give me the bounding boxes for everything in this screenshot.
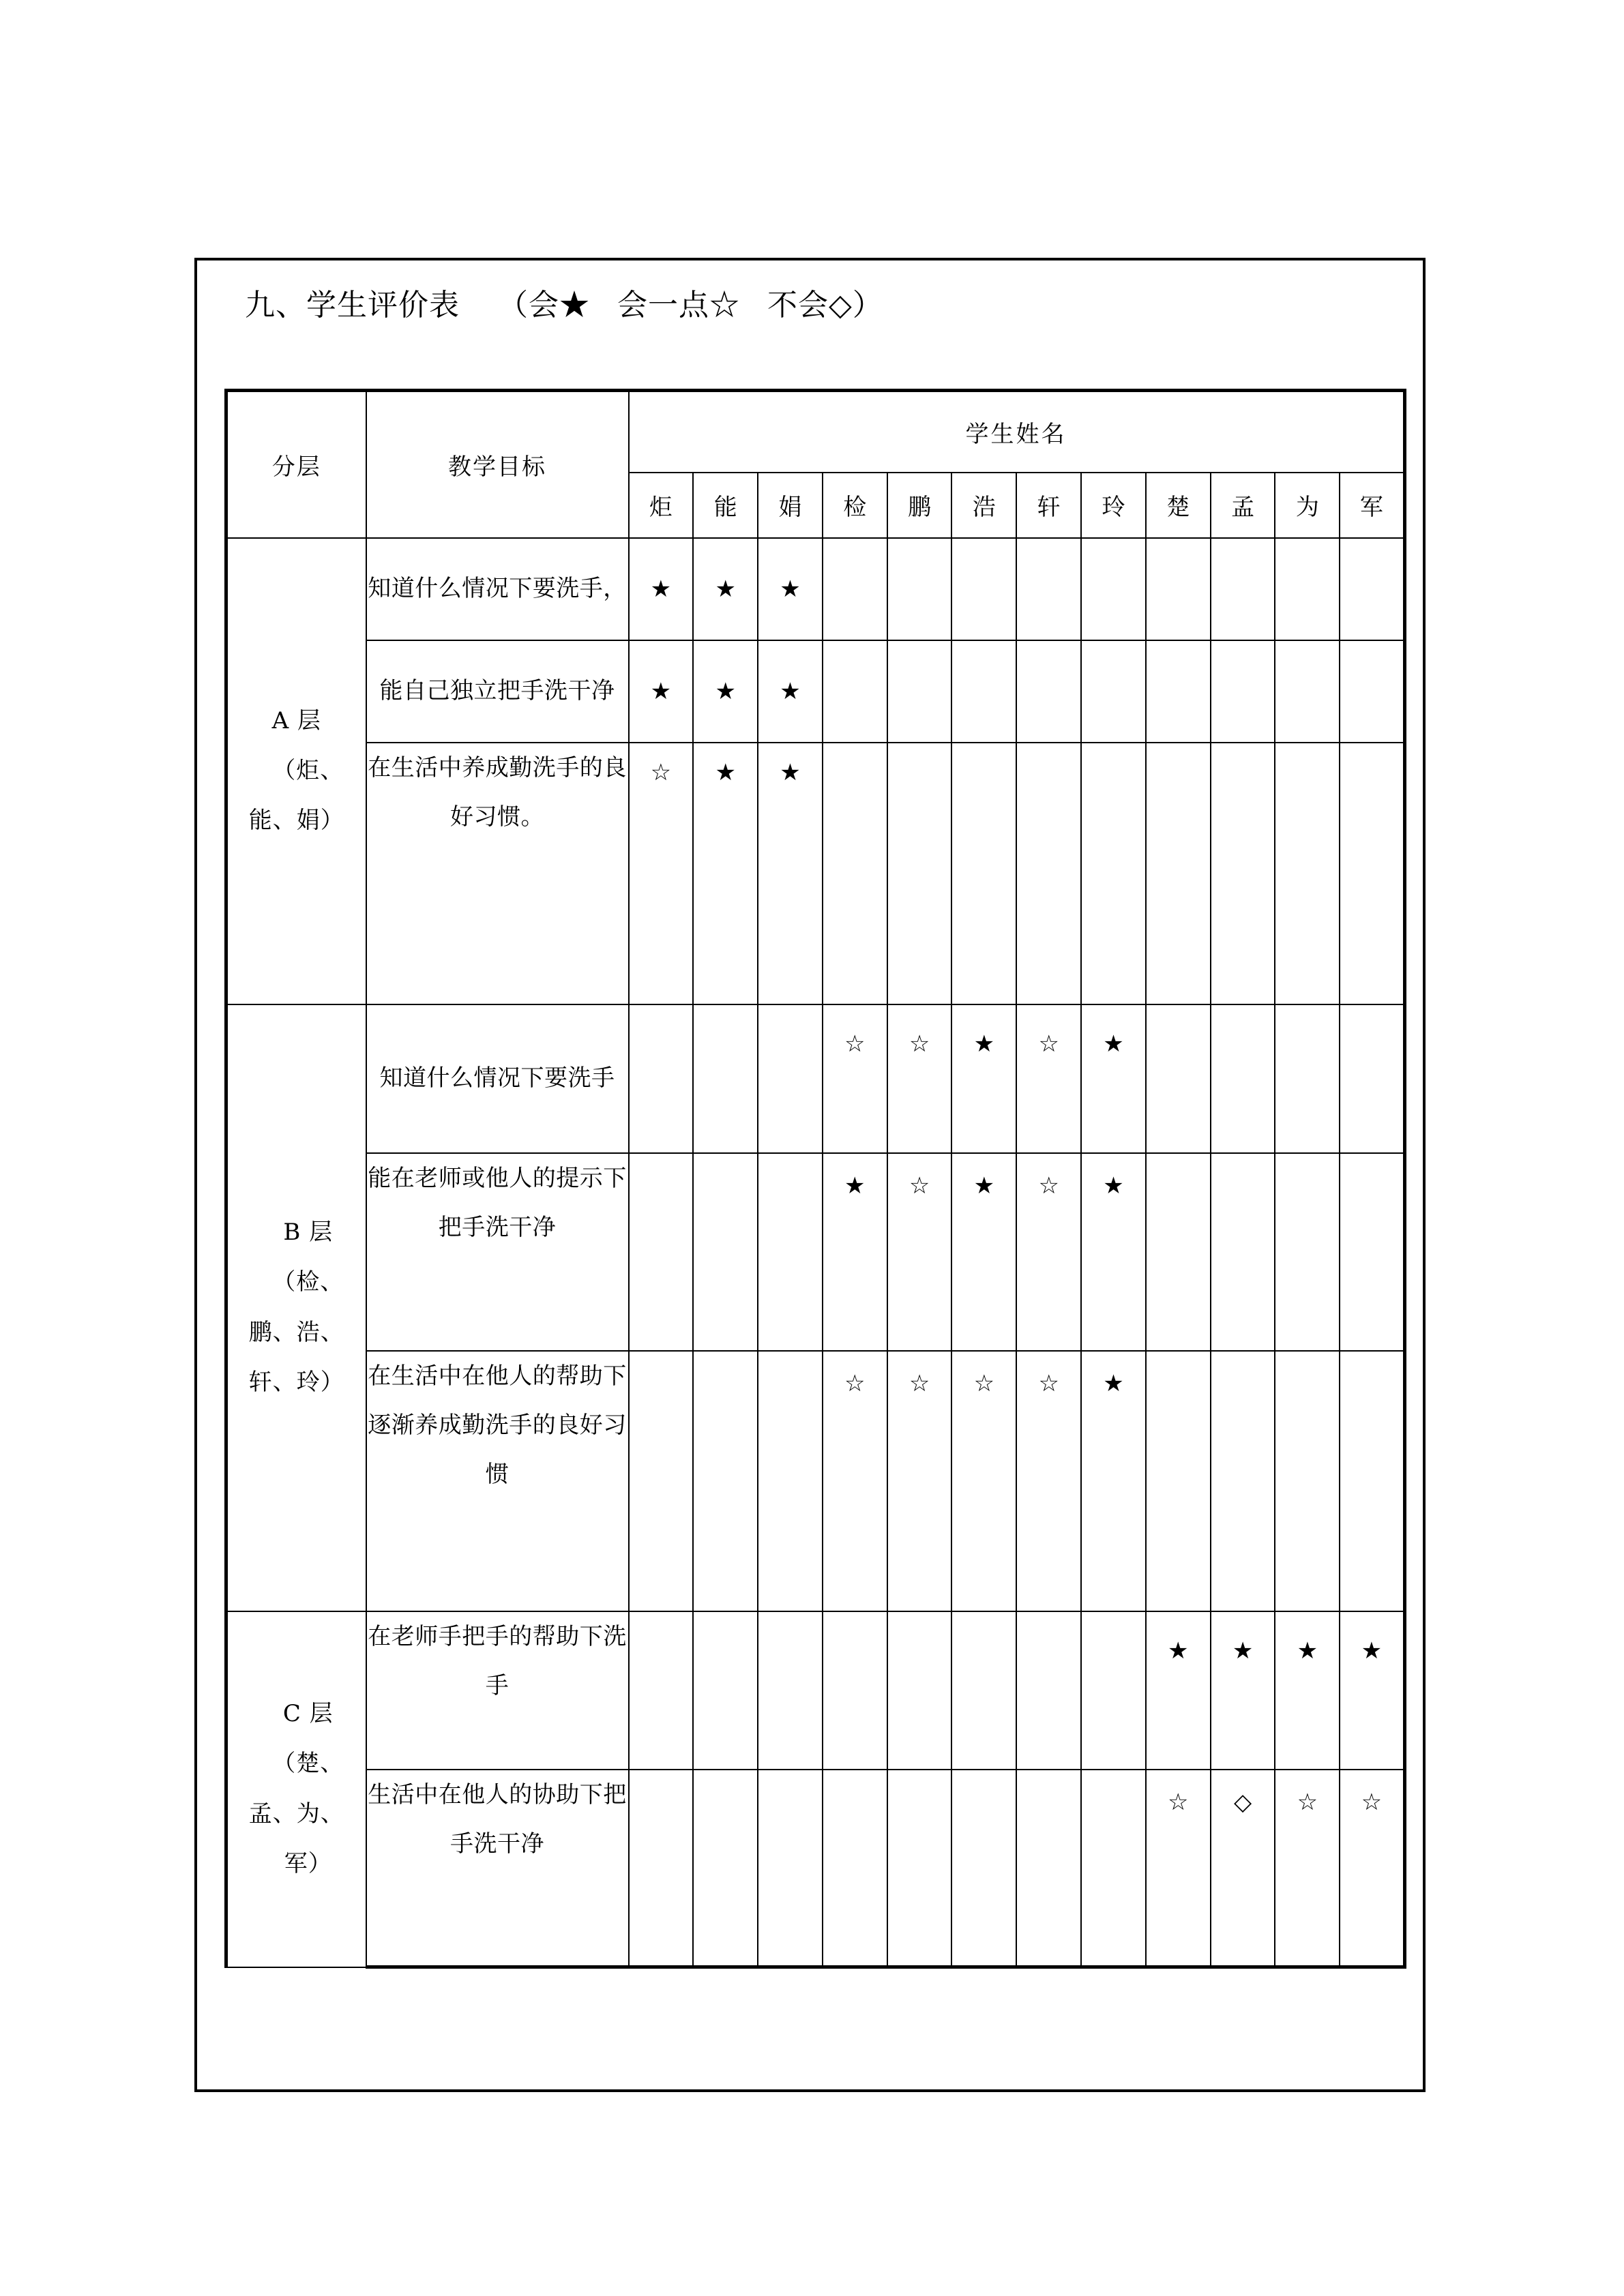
table-header-row-top <box>226 391 1405 473</box>
goal-text: 知道什么情况下要洗手 <box>366 1004 629 1153</box>
mark-cell <box>629 1004 694 1153</box>
tier-line: 军） <box>284 1849 332 1877</box>
mark-cell: ☆ <box>887 1153 952 1351</box>
mark-cell <box>887 1770 952 1967</box>
goal-text: 能在老师或他人的提示下把手洗干净 <box>366 1153 629 1351</box>
mark-cell <box>1340 538 1404 640</box>
tier-label-a <box>226 538 366 1004</box>
mark-cell <box>823 1611 887 1770</box>
mark-cell <box>1146 1351 1211 1611</box>
mark-cell: ★ <box>629 538 694 640</box>
tier-line: 轩、玲） <box>248 1368 344 1396</box>
mark-cell <box>1275 1351 1340 1611</box>
tier-label-b <box>226 1004 366 1611</box>
mark-cell <box>887 1611 952 1770</box>
mark-cell: ★ <box>1211 1611 1275 1770</box>
mark-cell: ☆ <box>1016 1351 1081 1611</box>
mark-cell: ★ <box>951 1004 1016 1153</box>
mark-cell: ☆ <box>1275 1770 1340 1967</box>
mark-cell <box>758 1351 823 1611</box>
mark-cell <box>1275 1153 1340 1351</box>
mark-cell <box>758 1611 823 1770</box>
table-row <box>226 1770 1405 1967</box>
mark-cell <box>951 640 1016 743</box>
mark-cell <box>1211 1351 1275 1611</box>
mark-cell: ★ <box>1275 1611 1340 1770</box>
mark-cell <box>1340 1153 1404 1351</box>
mark-cell <box>1081 538 1146 640</box>
mark-cell: ◇ <box>1211 1770 1275 1967</box>
mark-cell <box>1211 1004 1275 1153</box>
mark-cell: ★ <box>1081 1004 1146 1153</box>
header-tier: 分层 <box>226 391 366 538</box>
mark-cell <box>1340 743 1404 1004</box>
tier-line: （楚、 <box>272 1750 344 1778</box>
student-name-header: 检 <box>823 473 887 538</box>
mark-cell: ★ <box>758 538 823 640</box>
student-name-header: 能 <box>693 473 758 538</box>
tier-line: C 层 <box>282 1700 334 1728</box>
mark-cell: ★ <box>1081 1153 1146 1351</box>
mark-cell: ★ <box>823 1153 887 1351</box>
mark-cell: ★ <box>693 743 758 1004</box>
page-title-text: 九、学生评价表 <box>245 288 460 323</box>
mark-cell <box>823 640 887 743</box>
student-name-header: 玲 <box>1081 473 1146 538</box>
goal-text: 生活中在他人的协助下把手洗干净 <box>366 1770 629 1967</box>
tier-line: （检、 <box>272 1268 344 1296</box>
table-row <box>226 1351 1405 1611</box>
mark-cell <box>887 538 952 640</box>
student-name-header: 楚 <box>1146 473 1211 538</box>
mark-cell <box>1081 640 1146 743</box>
tier-line: 能、娟） <box>248 807 344 835</box>
mark-cell <box>1340 1351 1404 1611</box>
mark-cell <box>1211 538 1275 640</box>
tier-line: （炬、 <box>272 756 344 784</box>
table-row <box>226 538 1405 640</box>
mark-cell: ★ <box>693 640 758 743</box>
tier-line: 鹏、浩、 <box>248 1318 344 1346</box>
mark-cell <box>1275 1004 1340 1153</box>
goal-text: 在老师手把手的帮助下洗手 <box>366 1611 629 1770</box>
mark-cell <box>951 1770 1016 1967</box>
mark-cell <box>1275 640 1340 743</box>
mark-cell: ★ <box>693 538 758 640</box>
mark-cell: ☆ <box>887 1004 952 1153</box>
mark-cell <box>1275 538 1340 640</box>
legend-item-can: （会★ <box>498 288 590 323</box>
student-name-header: 鹏 <box>887 473 952 538</box>
mark-cell <box>823 538 887 640</box>
mark-cell <box>629 1770 694 1967</box>
legend-item-partial: 会一点☆ <box>617 288 740 323</box>
student-name-header: 娟 <box>758 473 823 538</box>
tier-line: 孟、为、 <box>248 1800 344 1828</box>
tier-line: A 层 <box>271 706 321 734</box>
mark-cell <box>951 743 1016 1004</box>
mark-cell <box>1016 1770 1081 1967</box>
mark-cell <box>1211 1153 1275 1351</box>
legend-item-cannot: 不会◇） <box>767 288 883 323</box>
mark-cell: ★ <box>951 1153 1016 1351</box>
mark-cell <box>1146 1153 1211 1351</box>
table-row <box>226 1004 1405 1153</box>
student-name-header: 炬 <box>629 473 694 538</box>
mark-cell <box>758 1153 823 1351</box>
mark-cell <box>1340 1004 1404 1153</box>
mark-cell <box>758 1004 823 1153</box>
mark-cell <box>1016 1611 1081 1770</box>
mark-cell <box>1275 743 1340 1004</box>
mark-cell: ☆ <box>1146 1770 1211 1967</box>
mark-cell <box>629 1611 694 1770</box>
mark-cell <box>693 1153 758 1351</box>
mark-cell: ★ <box>1340 1611 1404 1770</box>
student-name-header: 为 <box>1275 473 1340 538</box>
mark-cell: ☆ <box>951 1351 1016 1611</box>
table-row <box>226 743 1405 1004</box>
goal-text: 在生活中在他人的帮助下逐渐养成勤洗手的良好习惯 <box>366 1351 629 1611</box>
mark-cell: ☆ <box>1016 1153 1081 1351</box>
mark-cell <box>823 743 887 1004</box>
mark-cell <box>758 1770 823 1967</box>
mark-cell: ☆ <box>629 743 694 1004</box>
mark-cell <box>1211 640 1275 743</box>
mark-cell: ★ <box>758 743 823 1004</box>
mark-cell <box>693 1004 758 1153</box>
goal-text: 知道什么情况下要洗手， <box>366 538 629 640</box>
mark-cell: ☆ <box>823 1351 887 1611</box>
mark-cell <box>693 1770 758 1967</box>
mark-cell <box>1146 640 1211 743</box>
mark-cell <box>1146 538 1211 640</box>
page-title <box>245 286 883 324</box>
mark-cell: ☆ <box>1340 1770 1404 1967</box>
header-goal: 教学目标 <box>366 391 629 538</box>
mark-cell <box>887 640 952 743</box>
mark-cell: ★ <box>1146 1611 1211 1770</box>
mark-cell <box>693 1351 758 1611</box>
page-frame <box>194 258 1426 2092</box>
mark-cell: ☆ <box>887 1351 952 1611</box>
mark-cell: ★ <box>629 640 694 743</box>
mark-cell <box>1081 743 1146 1004</box>
mark-cell <box>1016 538 1081 640</box>
student-evaluation-table <box>224 389 1406 1969</box>
mark-cell <box>693 1611 758 1770</box>
mark-cell <box>1016 743 1081 1004</box>
mark-cell <box>951 1611 1016 1770</box>
tier-line: B 层 <box>283 1219 334 1247</box>
mark-cell <box>1340 640 1404 743</box>
mark-cell <box>1146 743 1211 1004</box>
mark-cell <box>1016 640 1081 743</box>
mark-cell: ★ <box>1081 1351 1146 1611</box>
mark-cell <box>1081 1770 1146 1967</box>
mark-cell: ☆ <box>823 1004 887 1153</box>
table-row <box>226 1611 1405 1770</box>
mark-cell <box>629 1153 694 1351</box>
mark-cell: ☆ <box>1016 1004 1081 1153</box>
mark-cell <box>951 538 1016 640</box>
mark-cell <box>823 1770 887 1967</box>
mark-cell <box>887 743 952 1004</box>
mark-cell <box>1081 1611 1146 1770</box>
goal-text: 在生活中养成勤洗手的良好习惯。 <box>366 743 629 1004</box>
mark-cell: ★ <box>758 640 823 743</box>
student-name-header: 浩 <box>951 473 1016 538</box>
student-name-header: 孟 <box>1211 473 1275 538</box>
mark-cell <box>629 1351 694 1611</box>
legend-group <box>498 288 883 323</box>
table-row <box>226 1153 1405 1351</box>
header-students: 学生姓名 <box>629 391 1405 473</box>
tier-label-c <box>226 1611 366 1967</box>
student-name-header: 军 <box>1340 473 1404 538</box>
mark-cell <box>1211 743 1275 1004</box>
mark-cell <box>1146 1004 1211 1153</box>
table-row <box>226 640 1405 743</box>
student-name-header: 轩 <box>1016 473 1081 538</box>
goal-text: 能自己独立把手洗干净 <box>366 640 629 743</box>
